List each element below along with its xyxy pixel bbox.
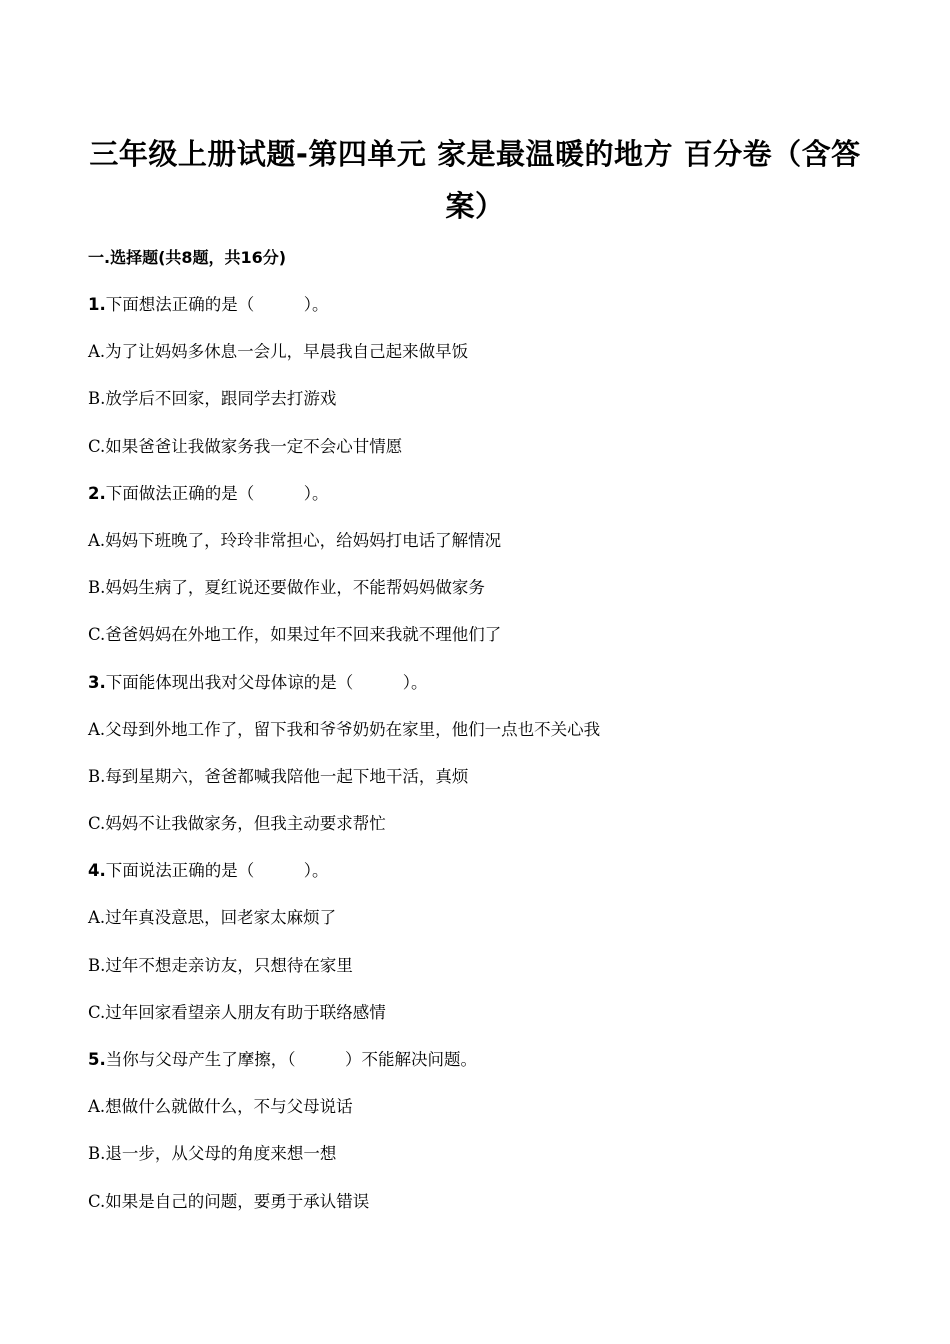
question-text: 下面能体现出我对父母体谅的是（ ）。	[105, 672, 428, 692]
answer-option: A.妈妈下班晚了，玲玲非常担心，给妈妈打电话了解情况	[88, 530, 502, 550]
question-text: 下面想法正确的是（ ）。	[105, 295, 329, 314]
answer-option: A.过年真没意思，回老家太麻烦了	[88, 908, 337, 928]
question-number: 4.	[88, 861, 106, 881]
answer-option: A.想做什么就做什么，不与父母说话	[88, 1097, 353, 1117]
question-list	[88, 291, 888, 1235]
answer-option: B.退一步，从父母的角度来想一想	[88, 1144, 337, 1164]
answer-option: C.如果是自己的问题，要勇于承认错误	[88, 1191, 370, 1211]
answer-option: A.为了让妈妈多休息一会儿，早晨我自己起来做早饭	[88, 342, 469, 362]
title-line-2: 案）	[445, 189, 505, 223]
answer-option: A.父母到外地工作了，留下我和爷爷奶奶在家里，他们一点也不关心我	[88, 719, 601, 739]
question-text: 当你与父母产生了摩擦，（ ）不能解决问题。	[105, 1050, 477, 1069]
answer-option: C.爸爸妈妈在外地工作，如果过年不回来我就不理他们了	[88, 625, 502, 645]
answer-option: C.如果爸爸让我做家务我一定不会心甘情愿	[88, 436, 403, 456]
question-number: 2.	[88, 483, 106, 503]
question-stem	[88, 480, 888, 527]
section-heading: 一.选择题(共8题，共16分)	[88, 248, 287, 267]
answer-option: B.过年不想走亲访友，只想待在家里	[88, 955, 353, 975]
question-stem	[88, 669, 888, 716]
answer-option: C.妈妈不让我做家务，但我主动要求帮忙	[88, 814, 386, 834]
question-number: 3.	[88, 672, 106, 692]
answer-option: B.每到星期六，爸爸都喊我陪他一起下地干活，真烦	[88, 766, 469, 786]
page-title	[60, 128, 890, 232]
title-line-1: 三年级上册试题-第四单元 家是最温暖的地方 百分卷（含答	[89, 137, 861, 171]
answer-option: B.妈妈生病了，夏红说还要做作业，不能帮妈妈做家务	[88, 578, 485, 598]
answer-option: C.过年回家看望亲人朋友有助于联络感情	[88, 1002, 386, 1022]
question-stem	[88, 291, 888, 338]
question-number: 1.	[88, 295, 106, 314]
question-stem	[88, 1046, 888, 1093]
question-text: 下面做法正确的是（ ）。	[105, 483, 329, 503]
question-stem	[88, 857, 888, 904]
answer-option: B.放学后不回家，跟同学去打游戏	[88, 389, 337, 409]
question-number: 5.	[88, 1050, 106, 1069]
question-text: 下面说法正确的是（ ）。	[105, 861, 329, 881]
